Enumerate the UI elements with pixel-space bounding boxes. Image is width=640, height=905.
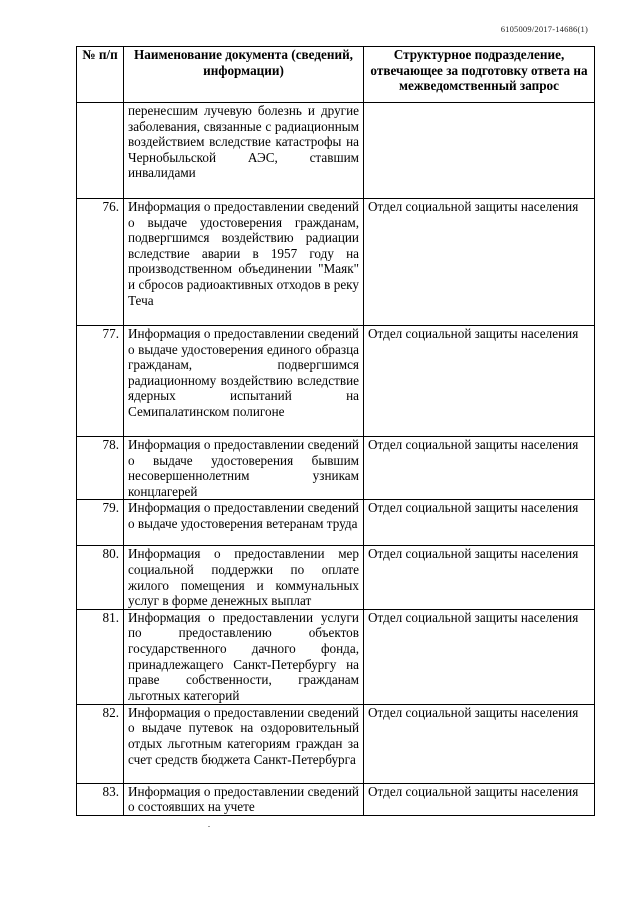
- row-department: Отдел социальной защиты населения: [364, 609, 595, 704]
- table-header-row: [77, 47, 595, 103]
- header-department: Структурное подразделение, отвечающее за подготовку ответа на межведомственный запрос: [364, 47, 595, 103]
- row-department: [364, 103, 595, 199]
- row-department: Отдел социальной защиты населения: [364, 199, 595, 326]
- header-document-name: Наименование документа (сведений, информации): [124, 47, 364, 103]
- row-document-name: Информация о предоставлении сведений о состоявших на учете: [124, 783, 364, 815]
- row-department: Отдел социальной защиты населения: [364, 437, 595, 500]
- row-number: 77.: [77, 326, 124, 437]
- row-number: 76.: [77, 199, 124, 326]
- row-number: 83.: [77, 783, 124, 815]
- row-department: Отдел социальной защиты населения: [364, 546, 595, 609]
- table-row: [77, 326, 595, 437]
- table-row: [77, 500, 595, 546]
- row-document-name: Информация о предоставлении услуги по предоставлению объектов государственного дачного фонда, принадлежащего Санкт-Петербургу на праве собственности, гражданам льготных категорий: [124, 609, 364, 704]
- row-document-name: Информация о предоставлении сведений о выдаче удостоверения бывшим несовершеннолетним узникам концлагерей: [124, 437, 364, 500]
- row-number: 78.: [77, 437, 124, 500]
- row-number: 80.: [77, 546, 124, 609]
- table-row: [77, 609, 595, 704]
- row-document-name: Информация о предоставлении сведений о выдаче удостоверения единого образца гражданам, подвергшимся радиационному воздействию вследствие ядерных испытаний на Семипалатинском полигоне: [124, 326, 364, 437]
- row-document-name: Информация о предоставлении сведений о выдаче путевок на оздоровительный отдых льготным категориям граждан за счет средств бюджета Санкт-Петербурга: [124, 704, 364, 783]
- row-department: Отдел социальной защиты населения: [364, 783, 595, 815]
- table-row: [77, 546, 595, 609]
- row-number: 81.: [77, 609, 124, 704]
- row-document-name: перенесшим лучевую болезнь и другие заболевания, связанные с радиационным воздействием вследствие катастрофы на Чернобыльской АЭС, ставшим инвалидами: [124, 103, 364, 199]
- header-number: № п/п: [77, 47, 124, 103]
- row-document-name: Информация о предоставлении мер социальной поддержки по оплате жилого помещения и коммунальных услуг в форме денежных выплат: [124, 546, 364, 609]
- table-row: [77, 103, 595, 199]
- document-number: 6105009/2017-14686(1): [500, 24, 588, 34]
- table-row: [77, 704, 595, 783]
- table-row: [77, 199, 595, 326]
- row-document-name: Информация о предоставлении сведений о выдаче удостоверения ветеранам труда: [124, 500, 364, 546]
- row-number: 82.: [77, 704, 124, 783]
- scan-speck: [208, 826, 210, 827]
- row-number: 79.: [77, 500, 124, 546]
- table-row: [77, 437, 595, 500]
- row-department: Отдел социальной защиты населения: [364, 326, 595, 437]
- row-department: Отдел социальной защиты населения: [364, 704, 595, 783]
- table-row: [77, 783, 595, 815]
- row-department: Отдел социальной защиты населения: [364, 500, 595, 546]
- row-number: [77, 103, 124, 199]
- documents-table: [76, 46, 595, 816]
- row-document-name: Информация о предоставлении сведений о выдаче удостоверения гражданам, подвергшимся воздействию радиации вследствие аварии в 1957 году на производственном объединении "Маяк" и сбросов радиоактивных отходов в реку Теча: [124, 199, 364, 326]
